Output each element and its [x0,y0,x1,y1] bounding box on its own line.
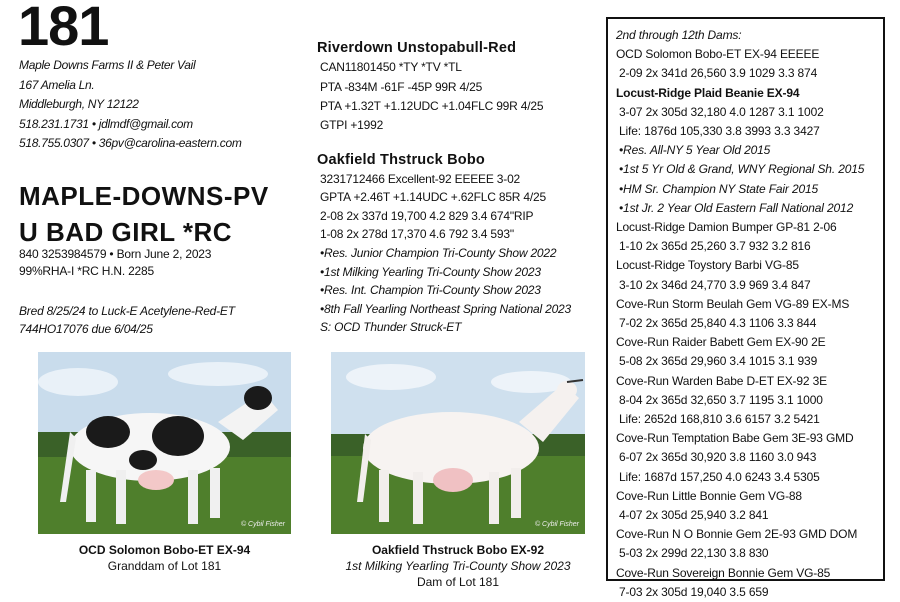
dam-block [317,151,571,337]
animal-reg-born: 840 3253984579 • Born June 2, 2023 [19,247,212,261]
dam-ancestor-record: 3-07 2x 305d 32,180 4.0 1287 3.1 1002 [619,104,824,119]
dam-ancestor-record: 8-04 2x 365d 32,650 3.7 1195 3.1 1000 [619,392,823,407]
dams-list [616,45,875,602]
dam-ancestor-record: 5-03 2x 299d 22,130 3.8 830 [619,546,769,561]
dam-caption-title: Oakfield Thstruck Bobo EX-92 [371,543,545,557]
dam-name: Oakfield Thstruck Bobo [317,152,485,168]
dam-honor: •1st Milking Yearling Tri-County Show 2023 [320,264,541,279]
sire-line: PTA +1.32T +1.12UDC +1.04FLC 99R 4/25 [320,98,544,113]
animal-genetics: 99%RHA-I *RC H.N. 2285 [19,264,154,278]
dam-ancestor-record: Life: 2652d 168,810 3.6 6157 3.2 5421 [619,412,820,427]
granddam-photo [38,352,291,534]
dam-ancestor-honor: •1st Jr. 2 Year Old Eastern Fall National 2012 [619,200,854,215]
dam-honor: •8th Fall Yearling Northeast Spring National 2023 [320,301,572,316]
dam-line: GPTA +2.46T +1.14UDC +.62FLC 85R 4/25 [320,190,546,205]
dam-ancestor-record: 3-10 2x 346d 24,770 3.9 969 3.4 847 [619,277,811,292]
consignor-address2: Middleburgh, NY 12122 [19,97,139,111]
dam-ancestor-record: 4-07 2x 305d 25,940 3.2 841 [619,508,769,523]
dam-line: 3231712466 Excellent-92 EEEEE 3-02 [320,171,521,186]
sire-line: GTPI +1992 [320,118,384,133]
sire-line: PTA -834M -61F -45P 99R 4/25 [320,79,483,94]
dam-photo [331,352,585,534]
dam-ancestor-name: Locust-Ridge Plaid Beanie EX-94 [616,85,800,100]
photo-watermark: © Cybil Fisher [240,521,285,528]
dam-ancestor-record: 1-10 2x 365d 25,260 3.7 932 3.2 816 [619,239,811,254]
dam-caption [331,542,585,590]
granddam-caption-line: Granddam of Lot 181 [107,559,222,573]
dam-ancestor-record: Life: 1876d 105,330 3.8 3993 3.3 3427 [619,124,820,139]
breeding-info [19,302,235,338]
dam-ancestor-name: OCD Solomon Bobo-ET EX-94 EEEEE [616,47,820,62]
dam-ancestor-name: Cove-Run Temptation Babe Gem 3E-93 GMD [616,431,854,446]
dam-honor: •Res. Junior Champion Tri-County Show 2022 [320,245,557,260]
dam-ancestor-name: Cove-Run N O Bonnie Gem 2E-93 GMD DOM [616,527,858,542]
granddam-caption [38,542,291,574]
dam-ancestor-record: 6-07 2x 365d 30,920 3.8 1160 3.0 943 [619,450,817,465]
consignor-phone2: 518.755.0307 • 36pv@carolina-eastern.com [19,136,242,150]
dams-heading: 2nd through 12th Dams: [616,28,742,42]
photo-watermark: © Cybil Fisher [534,521,579,528]
dam-ancestor-name: Cove-Run Warden Babe D-ET EX-92 3E [616,373,827,388]
dam-caption-line: Dam of Lot 181 [416,575,500,589]
dam-ancestor-honor: •Res. All-NY 5 Year Old 2015 [619,143,771,158]
breeding-line1: Bred 8/25/24 to Luck-E Acetylene-Red-ET [19,304,235,318]
dam-ancestor-name: Cove-Run Raider Babett Gem EX-90 2E [616,335,826,350]
dam-cow-image [331,352,585,534]
animal-info [19,246,211,280]
dam-ancestor-honor: •1st 5 Yr Old & Grand, WNY Regional Sh. 2015 [619,162,865,177]
dam-ancestor-name: Cove-Run Storm Beulah Gem VG-89 EX-MS [616,296,850,311]
dam-ancestor-record: Life: 1687d 157,250 4.0 6243 3.4 5305 [619,469,820,484]
dam-line: 2-08 2x 337d 19,700 4.2 829 3.4 674"RIP [320,208,534,223]
dam-ancestor-name: Cove-Run Little Bonnie Gem VG-88 [616,488,802,503]
dam-ancestor-record: 7-03 2x 305d 19,040 3.5 659 [619,584,769,599]
consignor-name: Maple Downs Farms II & Peter Vail [19,58,196,72]
dam-ancestor-name: Cove-Run Sovereign Bonnie Gem VG-85 [616,565,831,580]
lot-number: 181 [18,0,109,57]
dam-sire: S: OCD Thunder Struck-ET [320,320,462,335]
dam-ancestor-honor: •HM Sr. Champion NY State Fair 2015 [619,181,819,196]
consignor-phone1: 518.231.1731 • jdlmdf@gmail.com [19,116,193,131]
dams-box [606,17,885,599]
animal-name-line2: U BAD GIRL *RC [19,217,233,247]
dam-ancestor-record: 5-08 2x 365d 29,960 3.4 1015 3.1 939 [619,354,818,369]
breeding-line2: 744HO17076 due 6/04/25 [19,322,153,336]
dam-ancestor-record: 2-09 2x 341d 26,560 3.9 1029 3.3 874 [619,66,818,81]
granddam-cow-image [38,352,291,534]
dam-ancestor-record: 7-02 2x 365d 25,840 4.3 1106 3.3 844 [619,316,817,331]
animal-name [19,178,269,250]
dam-caption-line: 1st Milking Yearling Tri-County Show 2023 [345,559,571,573]
sire-block [317,39,543,135]
dam-line: 1-08 2x 278d 17,370 4.6 792 3.4 593" [320,227,514,242]
sire-line: CAN11801450 *TY *TV *TL [320,60,462,75]
sire-name: Riverdown Unstopabull-Red [317,40,517,56]
animal-name-line1: MAPLE-DOWNS-PV [19,181,269,211]
consignor-info [19,56,242,154]
dam-ancestor-name: Locust-Ridge Toystory Barbi VG-85 [616,258,799,273]
consignor-address1: 167 Amelia Ln. [19,77,95,92]
dam-honor: •Res. Int. Champion Tri-County Show 2023 [320,283,541,298]
granddam-caption-title: OCD Solomon Bobo-ET EX-94 [78,543,251,557]
dam-ancestor-name: Locust-Ridge Damion Bumper GP-81 2-06 [616,220,837,235]
